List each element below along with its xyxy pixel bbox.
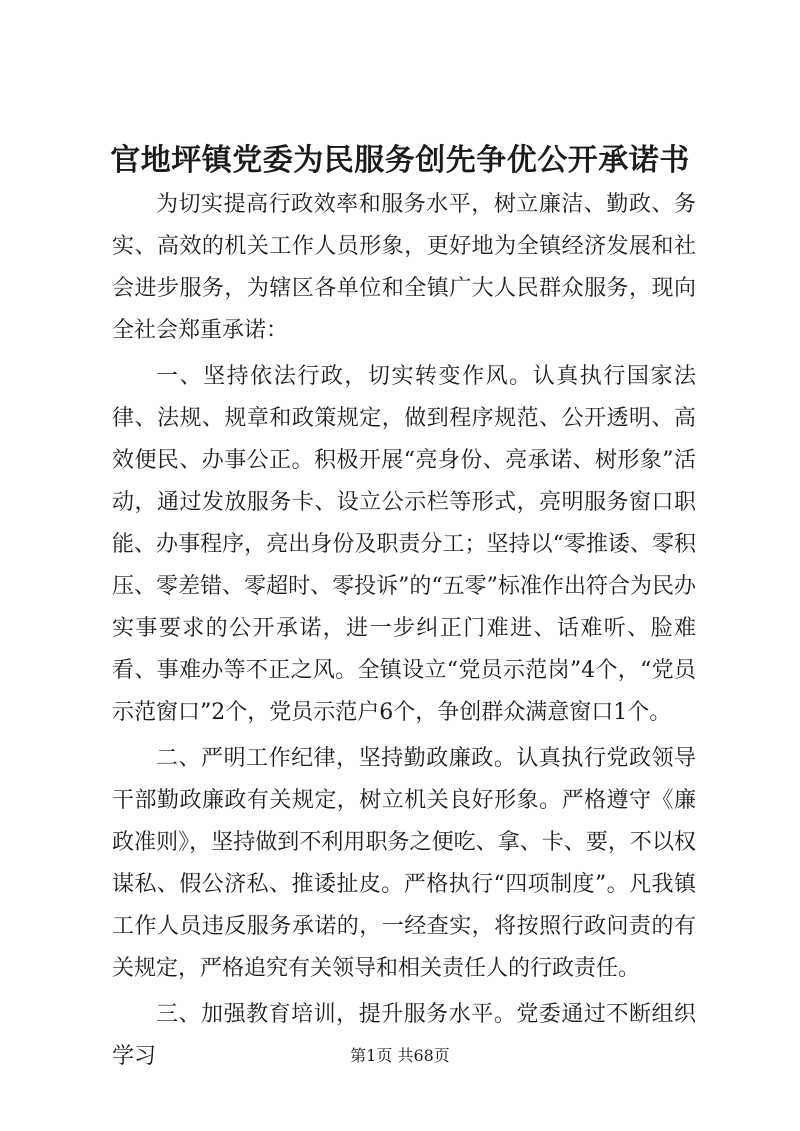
paragraph-commitment-3: 三、加强教育培训，提升服务水平。党委通过不断组织学习 [112,1002,696,1069]
paragraph-intro: 为切实提高行政效率和服务水平，树立廉洁、勤政、务实、高效的机关工作人员形象，更好地为全镇经济发展和社会进步服务，为辖区各单位和全镇广大人民群众服务，现向全社会郑重承诺： [112,192,696,343]
paragraph-commitment-2: 二、严明工作纪律，坚持勤政廉政。认真执行党政领导干部勤政廉政有关规定，树立机关良好形象。严格遵守《廉政准则》，坚持做到不利用职务之便吃、拿、卡、要，不以权谋私、假公济私、推诿扯皮。严格执行“四项制度”。凡我镇工作人员违反服务承诺的，一经查实，将按照行政问责的有关规定，严格追究有关领导和相关责任人的行政责任。 [112,746,696,981]
document-title: 官地坪镇党委为民服务创先争优公开承诺书 [110,143,690,178]
paragraph-commitment-1: 一、坚持依法行政，切实转变作风。认真执行国家法律、法规、规章和政策规定，做到程序规范、公开透明、高效便民、办事公正。积极开展“亮身份、亮承诺、树形象”活动，通过发放服务卡、设立公示栏等形式，亮明服务窗口职能、办事程序，亮出身份及职责分工；坚持以“零推诿、零积压、零差错、零超时、零投诉”的“五零”标准作出符合为民办实事要求的公开承诺，进一步纠正门难进、话难听、脸难看、事难办等不正之风。全镇设立“党员示范岗”4个，“党员示范窗口”2个，党员示范户6个，争创群众满意窗口1个。 [112,364,696,725]
document-body [112,184,696,1078]
page-number-footer: 第1页 共68页 [350,1046,450,1065]
